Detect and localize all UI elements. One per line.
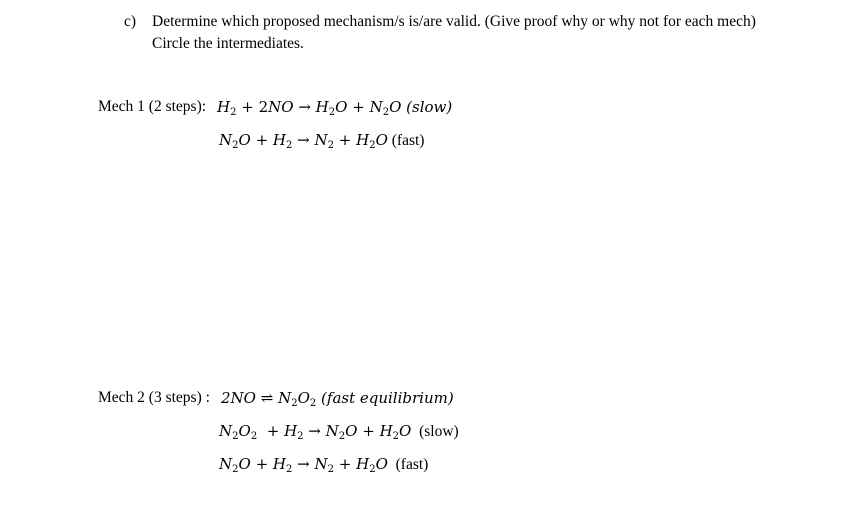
- mech2-step1-equation: 2NO ⇌ $N_2O_2$ (fast equilibrium): [221, 389, 454, 409]
- mech1-step2-equation: $N_2O + H_2 \to N_2 + H_2O$ (fast): [219, 131, 425, 151]
- mech2-step2-rate-note: (slow): [411, 423, 459, 440]
- mech2-step2-equation: $N_2O_2 + H_2 \to N_2O + H_2O$ (slow): [219, 422, 459, 442]
- mech2-step3-equation: $N_2O + H_2 \to N_2 + H_2O$ (fast): [219, 455, 429, 475]
- mech1-step2-rate-note: (fast): [387, 132, 425, 149]
- question-prompt: Determine which proposed mechanism/s is/are valid. (Give proof why or why not for each mech): [152, 13, 756, 30]
- question-instruction: Circle the intermediates.: [152, 35, 304, 52]
- mech1-step1-equation: $H_2 + 2NO \to H_2O + N_2O$ (slow): [217, 98, 453, 118]
- question-letter: c): [124, 13, 137, 30]
- mech2-step3-rate-note: (fast): [387, 456, 429, 473]
- mech1-label: Mech 1 (2 steps):: [98, 98, 207, 115]
- mech2-label: Mech 2 (3 steps) :: [98, 389, 210, 406]
